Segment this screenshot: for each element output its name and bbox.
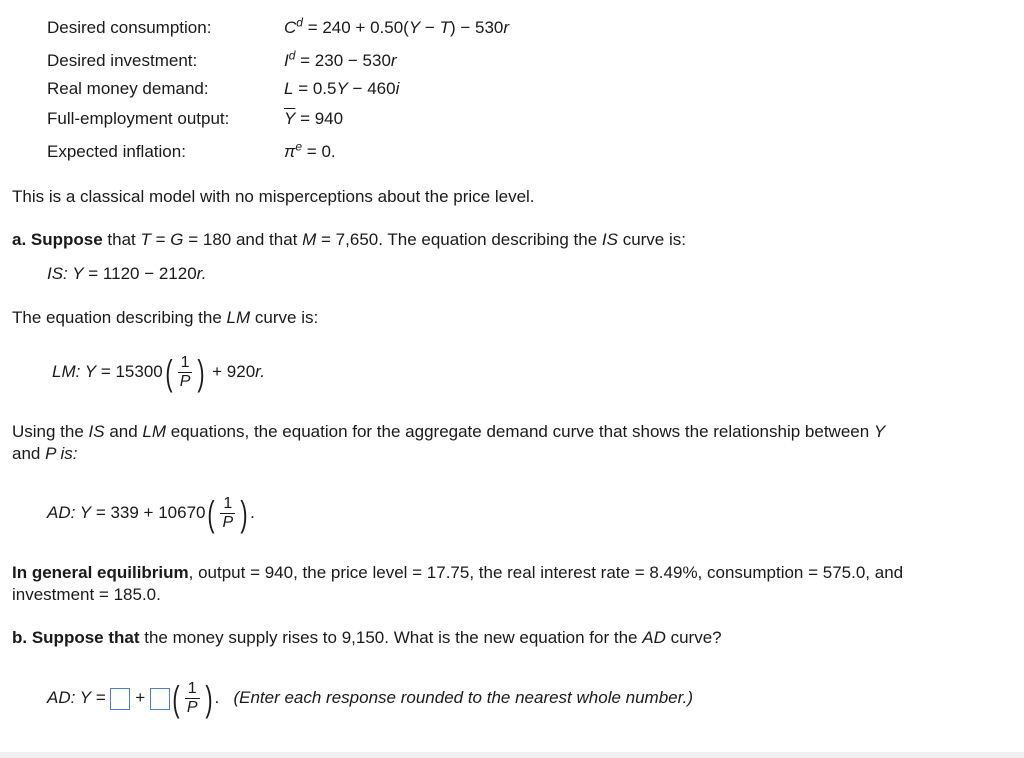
label-desired-investment: Desired investment: xyxy=(47,51,198,70)
eq-desired-consumption: $C^d = 240 + 0.50(Y - T) - 530r$ xyxy=(284,15,510,37)
ad-equation: AD: Y = 339 + 10670( $\frac{1}{P}$ ) . xyxy=(47,492,255,534)
equilibrium-text-line2: investment = 185.0. xyxy=(12,585,161,604)
bottom-divider xyxy=(0,752,1024,758)
eq-expected-inflation: $\pi^e = 0$. xyxy=(284,139,336,161)
equilibrium-text: In general equilibrium, output = 940, the price level = 17.75, the real interest rate = 8.49%, consumption = 575.0, and xyxy=(12,563,904,582)
lm-equation: LM: Y = 15300( $\frac{1}{P}$ ) + 920r. xyxy=(52,351,265,393)
label-expected-inflation: Expected inflation: xyxy=(47,142,186,161)
intro-text: This is a classical model with no misperceptions about the price level. xyxy=(12,187,535,206)
slope-answer-input[interactable] xyxy=(150,688,170,710)
lm-fraction: $\frac{1}{P}$ xyxy=(179,354,191,391)
eq-desired-investment: $I^d = 230 - 530r$ xyxy=(284,48,397,70)
part-b-prompt: b. Suppose that the money supply rises to 9,150. What is the new equation for the AD curve? xyxy=(12,628,722,647)
ad-intro: Using the IS and LM equations, the equation for the aggregate demand curve that shows the relationship between Y xyxy=(12,422,886,441)
eq-full-output: $\overline{Y} = 940$ xyxy=(284,109,344,128)
rounding-hint: (Enter each response rounded to the nearest whole number.) xyxy=(233,688,694,707)
part-a-prompt: a. Suppose that T = G = 180 and that M = 7,650. The equation describing the IS curve is: xyxy=(12,230,686,249)
label-desired-consumption: Desired consumption: xyxy=(47,18,212,37)
label-money-demand: Real money demand: xyxy=(47,79,209,98)
ad-fraction: $\frac{1}{P}$ xyxy=(222,495,234,532)
is-equation: IS: Y = 1120 − 2120r. xyxy=(47,264,207,283)
label-full-output: Full-employment output: xyxy=(47,109,230,128)
part-b-answer-row: AD: Y = + ( $\frac{1}{P}$ ) . (Enter each response rounded to the nearest whole number.) xyxy=(47,677,694,719)
intercept-answer-input[interactable] xyxy=(110,688,130,710)
ad-intro-line2: and P is: xyxy=(12,444,78,463)
part-b-fraction: $\frac{1}{P}$ xyxy=(186,680,198,717)
lm-intro: The equation describing the LM curve is: xyxy=(12,308,319,327)
eq-money-demand: L = 0.5Y − 460i xyxy=(284,79,400,98)
